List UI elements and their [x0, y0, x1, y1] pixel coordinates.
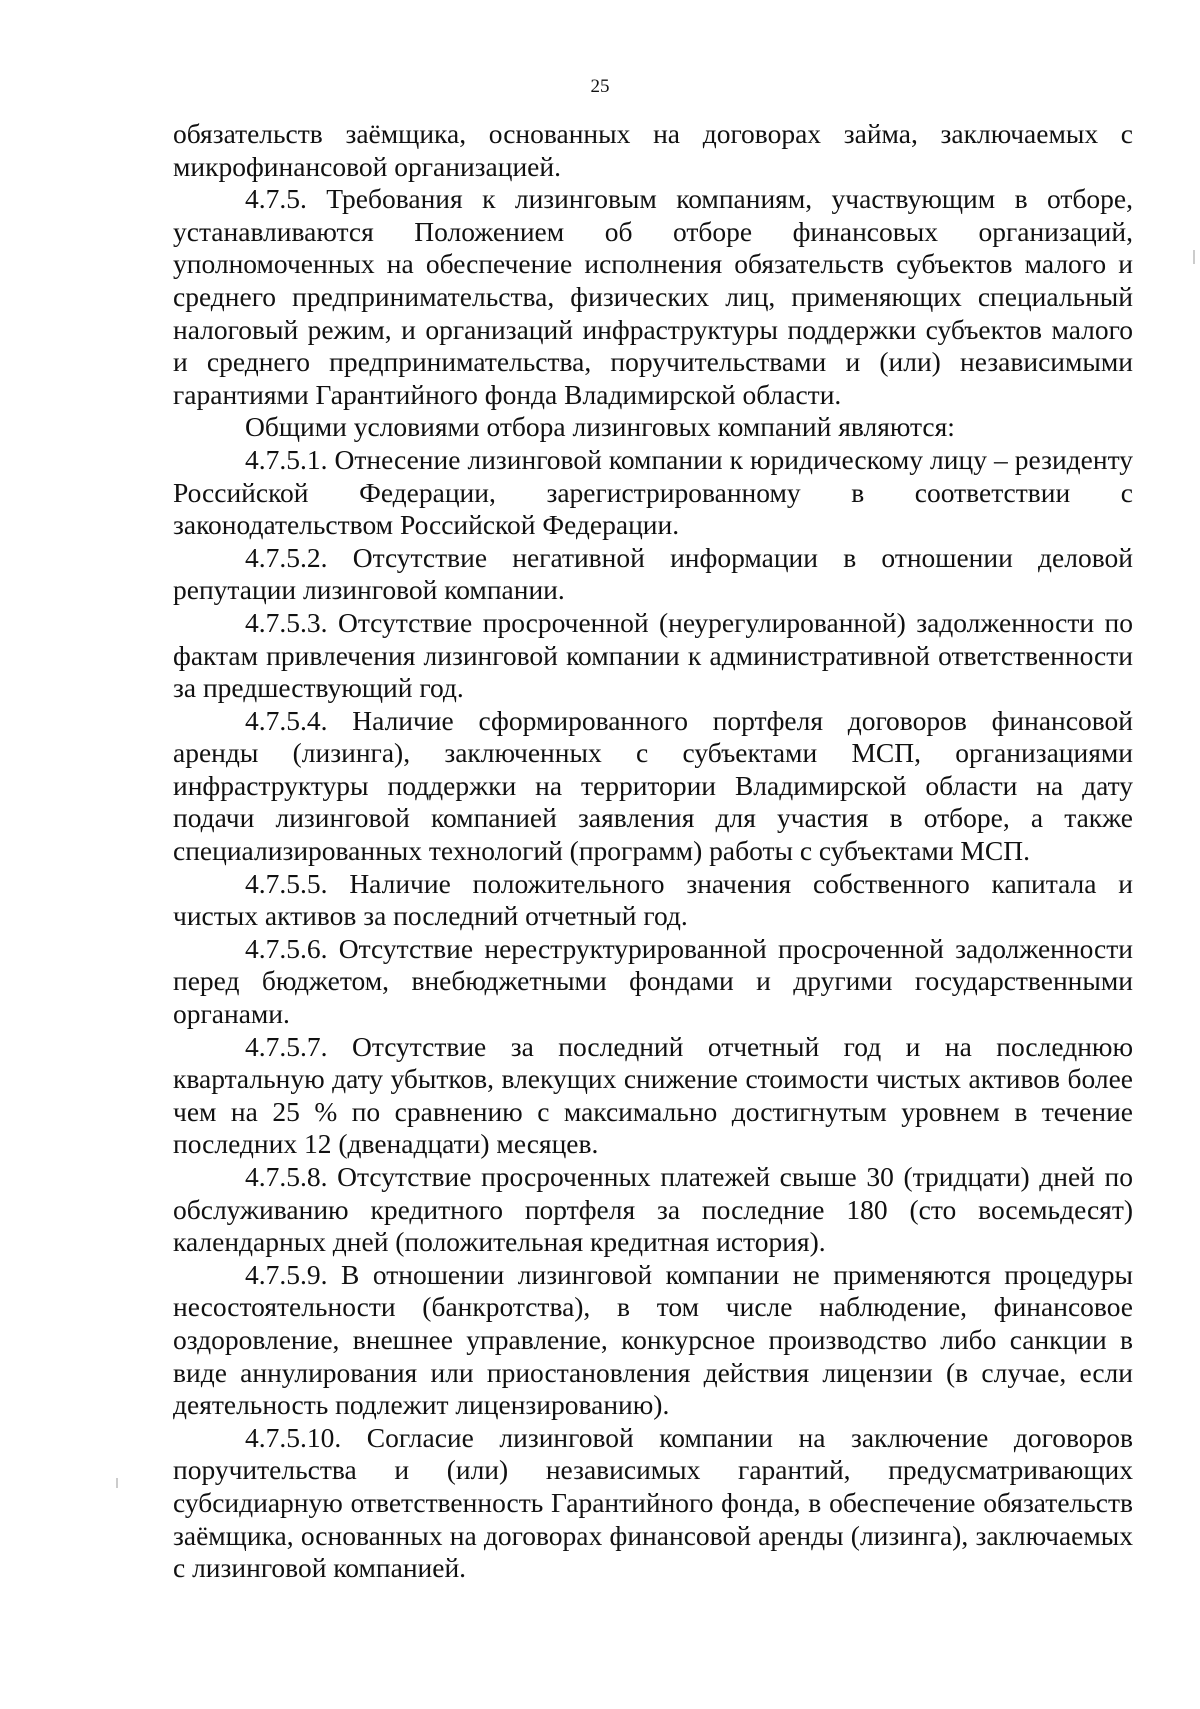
scan-artifact-left — [116, 1478, 118, 1488]
paragraph-4-7-5-2: 4.7.5.2. Отсутствие негативной информации в отношении деловой репутации лизинговой компании. — [173, 541, 1133, 606]
paragraph-4-7-5-4: 4.7.5.4. Наличие сформированного портфеля договоров финансовой аренды (лизинга), заключенных с субъектами МСП, организациями инфраструктуры поддержки на территории Владимирской области на дату подачи лизинговой компанией заявления для участия в отборе, а также специализированных технологий (программ) работы с субъектами МСП. — [173, 704, 1133, 867]
paragraph-continuation: обязательств заёмщика, основанных на договорах займа, заключаемых с микрофинансовой организацией. — [173, 118, 1133, 182]
scan-artifact-right — [1193, 250, 1195, 264]
paragraph-4-7-5-7: 4.7.5.7. Отсутствие за последний отчетный год и на последнюю квартальную дату убытков, влекущих снижение стоимости чистых активов более чем на 25 % по сравнению с максимально достигнутым уровнем в течение последних 12 (двенадцати) месяцев. — [173, 1030, 1133, 1160]
paragraph-4-7-5-9: 4.7.5.9. В отношении лизинговой компании не применяются процедуры несостоятельности (банкротства), в том числе наблюдение, финансовое оздоровление, внешнее управление, конкурсное производство либо санкции в виде аннулирования или приостановления действия лицензии (в случае, если деятельность подлежит лицензированию). — [173, 1258, 1133, 1421]
paragraph-4-7-5-1: 4.7.5.1. Отнесение лизинговой компании к юридическому лицу – резиденту Российской Федерации, зарегистрированному в соответствии с законодательством Российской Федерации. — [173, 443, 1133, 541]
document-body — [173, 118, 1133, 1585]
paragraph-4-7-5-3: 4.7.5.3. Отсутствие просроченной (неурегулированной) задолженности по фактам привлечения лизинговой компании к административной ответственности за предшествующий год. — [173, 606, 1133, 704]
paragraph-4-7-5-5: 4.7.5.5. Наличие положительного значения собственного капитала и чистых активов за последний отчетный год. — [173, 867, 1133, 932]
paragraph-general-conditions: Общими условиями отбора лизинговых компаний являются: — [245, 411, 955, 443]
page-number: 25 — [590, 76, 610, 97]
paragraph-4-7-5: 4.7.5. Требования к лизинговым компаниям, участвующим в отборе, устанавливаются Положением об отборе финансовых организаций, уполномоченных на обеспечение исполнения обязательств субъектов малого и среднего предпринимательства, физических лиц, применяющих специальный налоговый режим, и организаций инфраструктуры поддержки субъектов малого и среднего предпринимательства, поручительствами и (или) независимыми гарантиями Гарантийного фонда Владимирской области. — [173, 183, 1133, 410]
paragraph-4-7-5-6: 4.7.5.6. Отсутствие нереструктурированной просроченной задолженности перед бюджетом, внебюджетными фондами и другими государственными органами. — [173, 932, 1133, 1030]
paragraph-4-7-5-8: 4.7.5.8. Отсутствие просроченных платежей свыше 30 (тридцати) дней по обслуживанию кредитного портфеля за последние 180 (сто восемьдесят) календарных дней (положительная кредитная история). — [173, 1161, 1133, 1258]
paragraph-4-7-5-10: 4.7.5.10. Согласие лизинговой компании на заключение договоров поручительства и (или) независимых гарантий, предусматривающих субсидиарную ответственность Гарантийного фонда, в обеспечение обязательств заёмщика, основанных на договорах финансовой аренды (лизинга), заключаемых с лизинговой компанией. — [173, 1421, 1133, 1584]
